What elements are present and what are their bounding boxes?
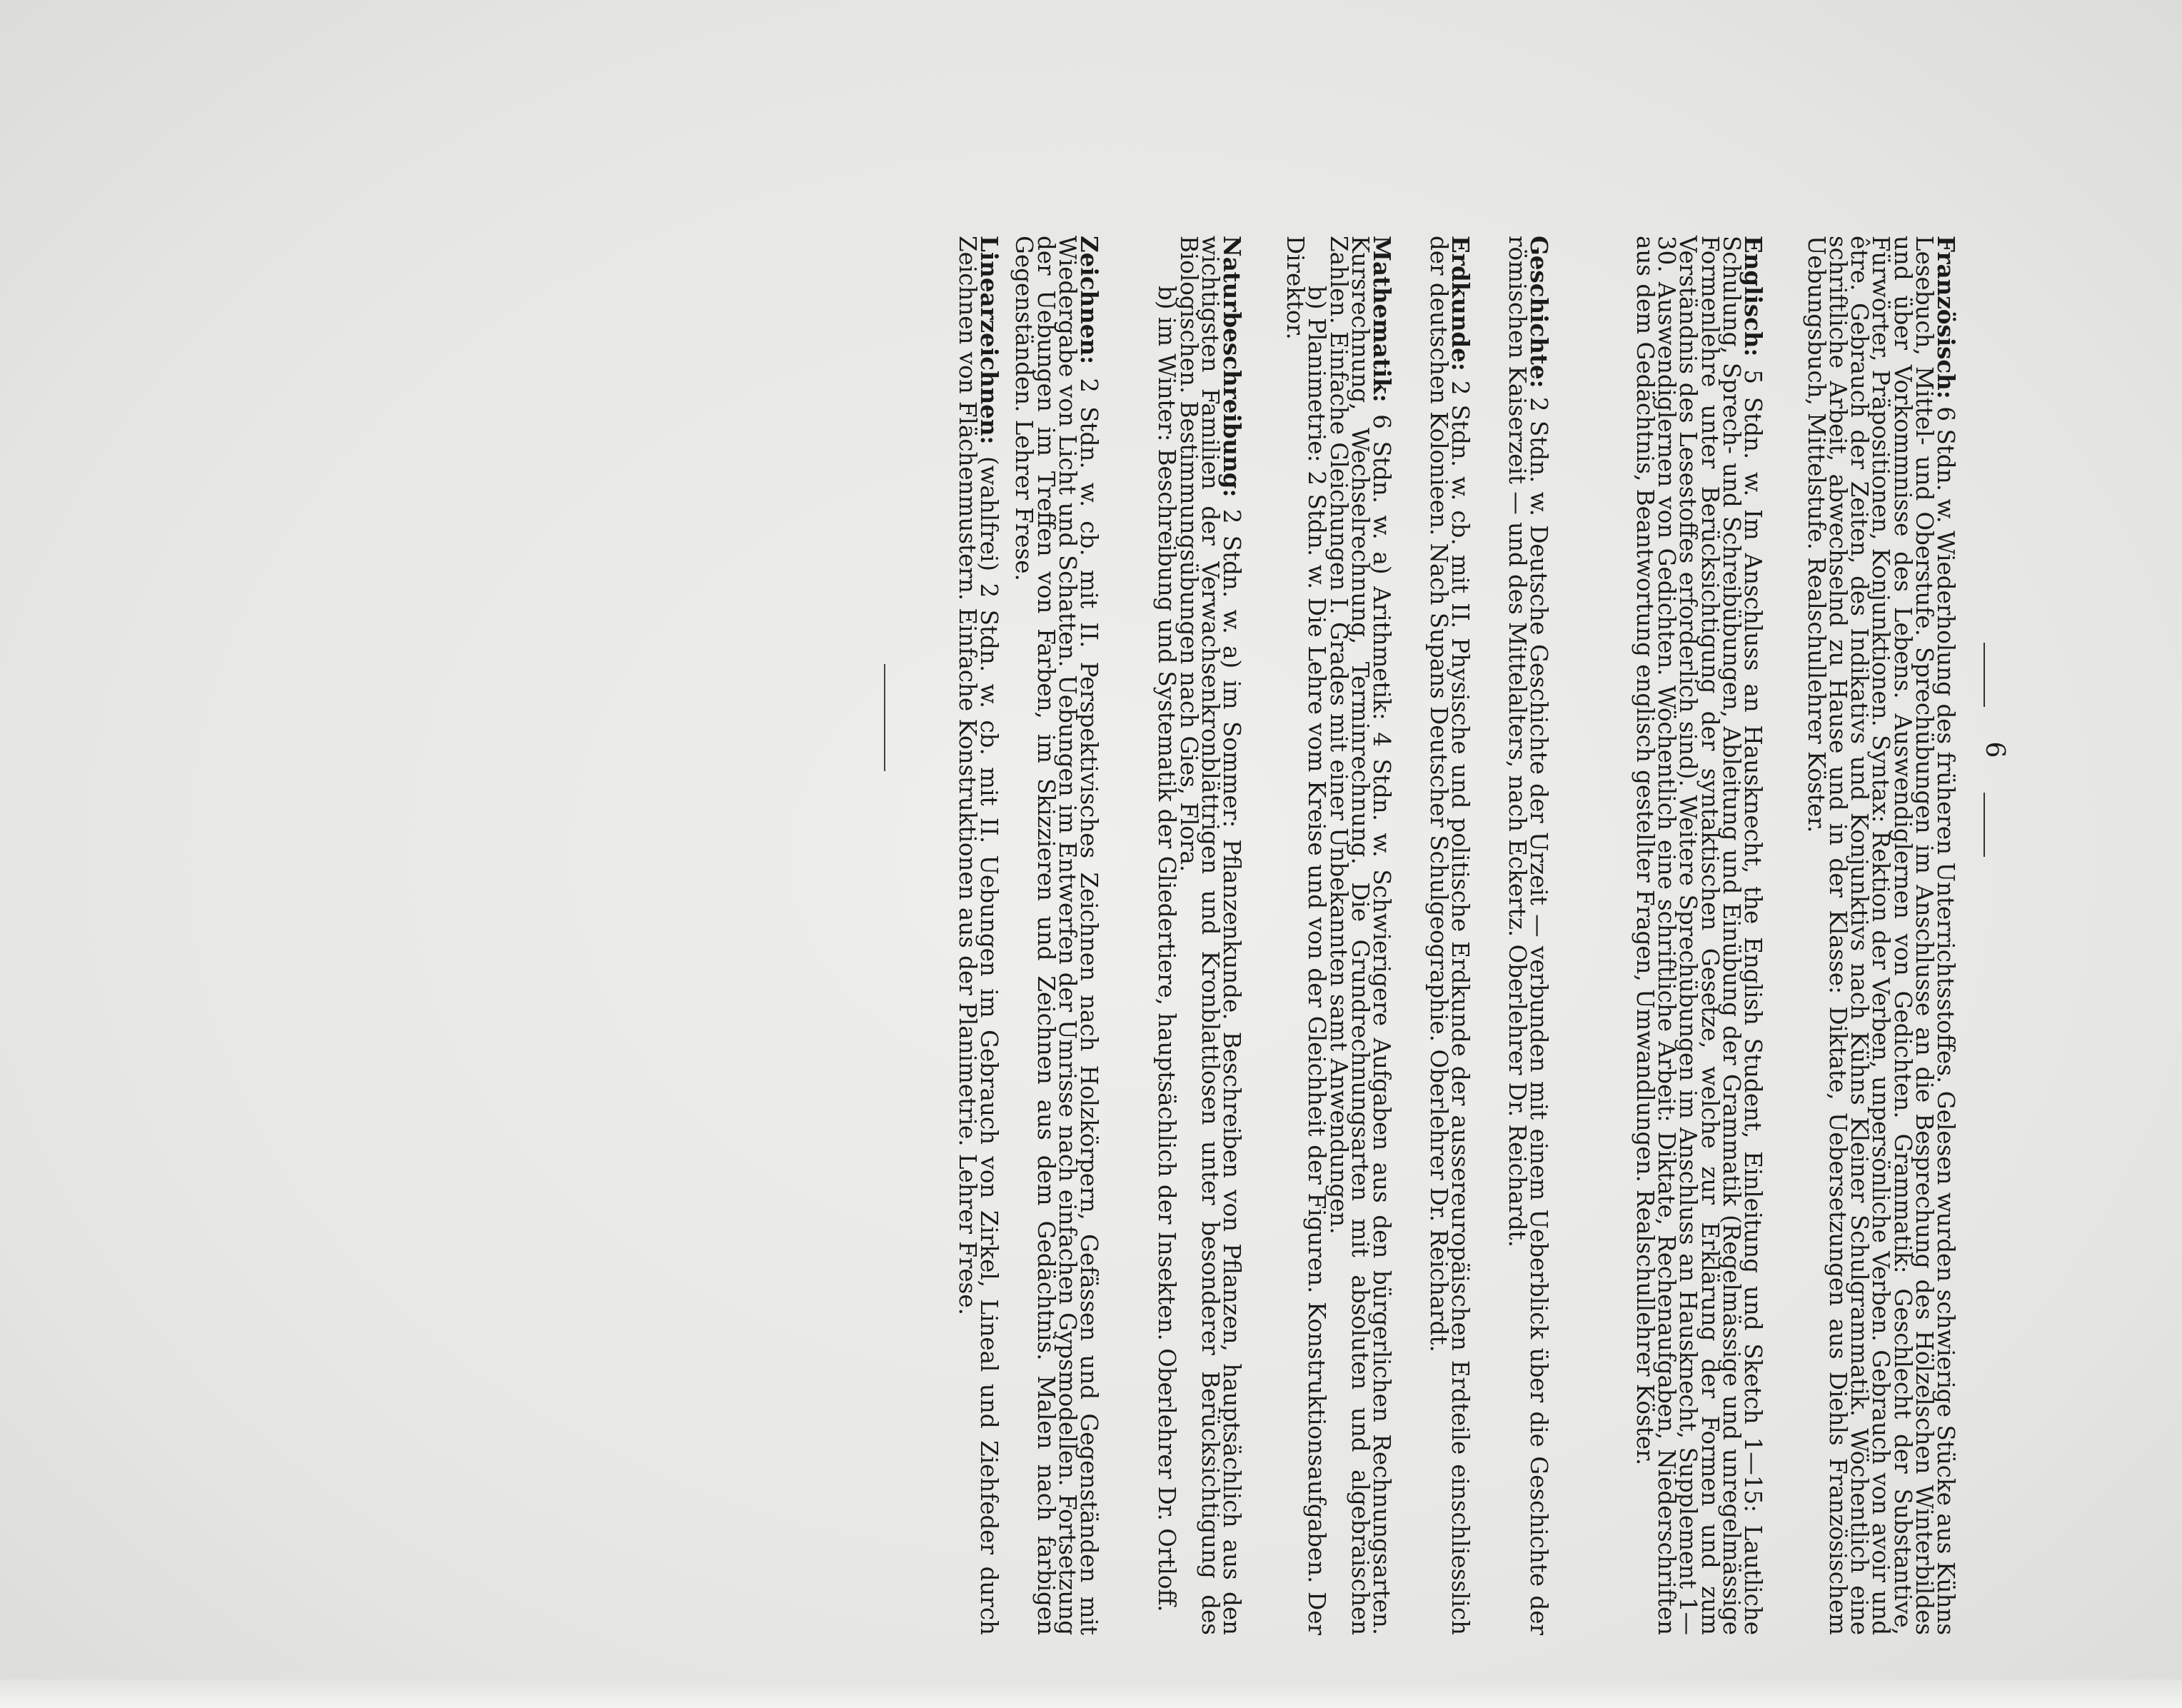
section-heading: Französisch: xyxy=(1932,236,1960,399)
section-heading: Englisch: xyxy=(1739,236,1767,357)
section-erdkunde xyxy=(1424,236,1474,1635)
section-heading: Linearzeichnen: xyxy=(975,236,1003,445)
page-number-rule-left xyxy=(1984,643,1985,707)
section-heading: Erdkunde: xyxy=(1447,236,1474,371)
section-heading: Geschichte: xyxy=(1525,236,1553,388)
section-text: 2 Stdn. w. cb. mit II. Physische und politische Erdkunde der aussereuropäischen Erdteile einschliesslich der deutschen Kolonieen. Nach Supans Deutscher Schulgeographie. Oberlehrer Dr. Reichardt. xyxy=(1424,236,1474,1635)
rotated-page xyxy=(328,236,2009,1635)
section-heading: Zeichnen: xyxy=(1075,236,1103,365)
section-subtext: b) im Winter: Beschreibung und Systematik der Gliedertiere, hauptsächlich der Insekten. Oberlehrer Dr. Ortloff. xyxy=(1153,286,1181,1612)
page-number: 6 xyxy=(1980,741,2009,758)
closing-rule xyxy=(884,664,885,771)
section-text: 2 Stdn. w. a) im Sommer: Pflanzenkunde. Beschreiben von Pflanzen, hauptsächlich aus den wichtigsten Familien der Verwachsenkronblättrigen und Kronblattlosen unter besonderer Berücksichtigung des Biologischen. Bestimmungsübungen nach Gies, Flora. xyxy=(1175,236,1245,1635)
section-zeichnen xyxy=(1010,236,1103,1635)
section-text: 2 Stdn. w. Deutsche Geschichte der Urzeit — verbunden mit einem Ueberblick über die Geschichte der römischen Kaiserzeit — und des Mittelalters, nach Eckertz. Oberlehrer Dr. Reichardt. xyxy=(1503,236,1552,1635)
section-heading: Naturbeschreibung: xyxy=(1218,236,1246,498)
section-geschichte xyxy=(1503,236,1553,1635)
page-number-rule-right xyxy=(1984,793,1985,857)
section-naturbeschreibung xyxy=(1153,236,1246,1635)
section-mathematik xyxy=(1282,236,1396,1635)
section-heading: Mathematik: xyxy=(1368,236,1396,403)
scan-bottom-edge xyxy=(0,1679,2182,1708)
section-text: 5 Stdn. w. Im Anschluss an Hausknecht, the English Student, Einleitung und Sketch 1—15: Lautliche Schulung, Sprech- und Schreibübungen, Ableitung und Einübung der Grammatik (Regelmässige und unregelmässige Formenlehre unter Berücksichtigung der syntaktischen Gesetze, welche zur Erklärung der Formen und zum Verständnis des Lesestoffes erforderlich sind). Weitere Sprechübungen im Anschluss an Hausknecht, Supplement 1—30. Auswendiglernen von Gedichten. Wöchentlich eine schriftliche Arbeit: Diktate, Rechenaufgaben, Niederschriften aus dem Gedächtnis, Beantwortung englisch gestellter Fragen, Umwandlungen. Realschullehrer Köster. xyxy=(1631,236,1766,1635)
section-subtext: b) Planimetrie: 2 Stdn. w. Die Lehre vom Kreise und von der Gleichheit der Figuren. Konstruktionsaufgaben. Der Direktor. xyxy=(1282,236,1331,1635)
section-text: 6 Stdn. w. a) Arithmetik: 4 Stdn. w. Schwierigere Aufgaben aus den bürgerlichen Rechnungsarten. Kursrechnung, Wechselrechnung, Terminrechnung. Die Grundrechnungsarten mit absoluten und algebraischen Zahlen. Einfache Gleichungen I. Grades mit einer Unbekannten samt Anwendungen. xyxy=(1324,236,1395,1635)
section-linearzeichnen xyxy=(953,236,1003,1635)
section-text: (wahlfrei) 2 Stdn. w. cb. mit II. Uebungen im Gebrauch von Zirkel, Lineal und Ziehfeder durch Zeichnen von Flächenmustern. Einfache Konstruktionen aus der Planimetrie. Lehrer Frese. xyxy=(953,236,1002,1635)
section-text: 6 Stdn. w. Wiederholung des früheren Unterrichtsstoffes. Gelesen wurden schwierige Stücke aus Kühns Lesebuch, Mittel- und Oberstufe. Sprechübungen im Anschlusse an die Besprechung des Hölzelschen Winterbildes und über Vorkommnisse des Lebens. Auswendiglernen von Gedichten. Grammatik: Geschlecht der Substantive, Fürwörter, Präpositionen, Konjunktionen. Syntax: Rektion der Verben, unpersönliche Verben. Gebrauch von avoir und être. Gebrauch der Zeiten, des Indikativs und Konjunktivs nach Kühns Kleiner Schulgrammatik. Wöchentlich eine schriftliche Arbeit, abwechselnd zu Hause und in der Klasse: Diktate, Uebersetzungen aus Diehls Französischem Uebungsbuch, Mittelstufe. Realschullehrer Köster. xyxy=(1802,236,1959,1635)
section-franzoesisch xyxy=(1802,236,1960,1635)
section-text: 2 Stdn. w. cb. mit II. Perspektivisches Zeichnen nach Holzkörpern, Gefässen und Gegenständen mit Wiedergabe von Licht und Schatten. Uebungen im Entwerfen der Umrisse nach einfachen Gypsmodellen. Fortsetzung der Uebungen im Treffen von Farben, im Skizzieren und Zeichnen aus dem Gedächtnis. Malen nach farbigen Gegenständen. Lehrer Frese. xyxy=(1010,236,1102,1635)
section-englisch xyxy=(1631,236,1767,1635)
